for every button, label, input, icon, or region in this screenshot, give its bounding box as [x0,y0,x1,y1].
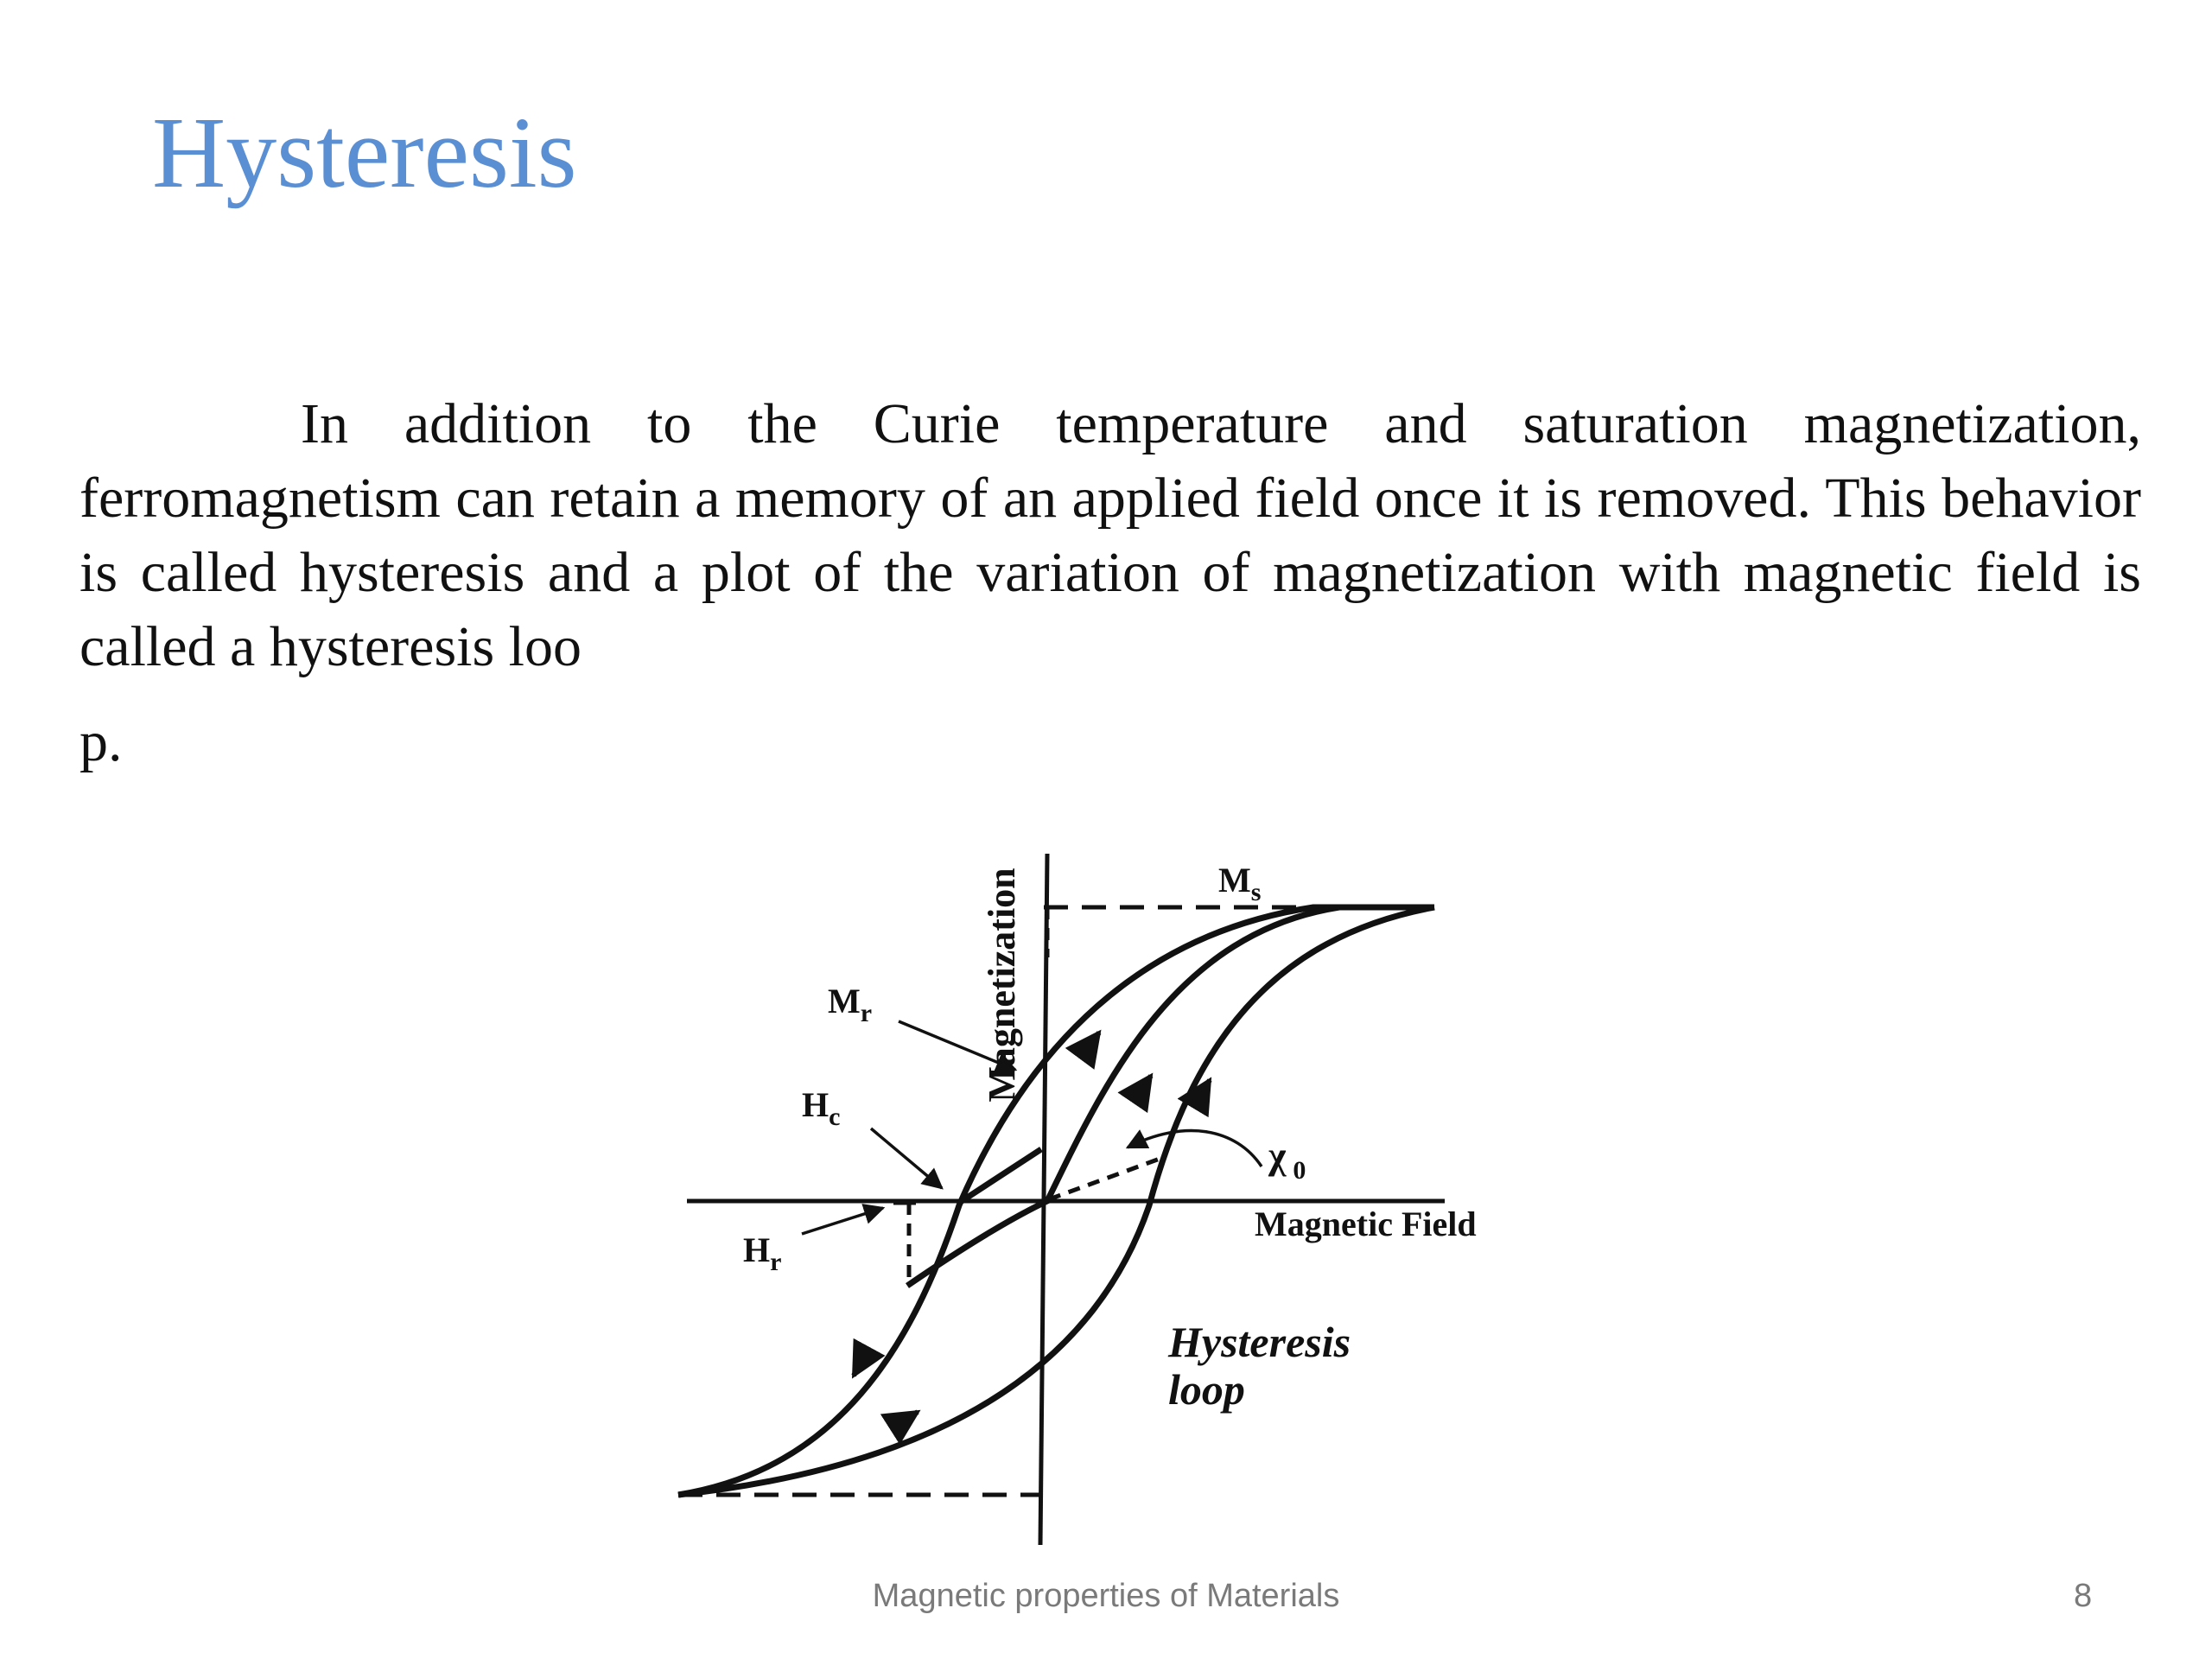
hr-leader [802,1208,883,1234]
curve-arrow-right [1197,1080,1210,1102]
slide-footer: Magnetic properties of Materials [872,1578,1340,1614]
y-axis-label: Magnetization [981,868,1023,1103]
curve-arrow-lower [899,1412,918,1424]
loop-caption-line1: Hysteresis [1168,1318,1351,1366]
x-axis-label: Magnetic Field [1255,1205,1477,1243]
body-paragraph: In addition to the Curie temperature and saturation magnetization, ferromagnetism can retain a memory of an applied field once it is removed. This behavior is called hysteresis and a plot of the variation of magnetization with magnetic field is called a hysteresis loo [79,392,2141,678]
curve-arrow-middle [1136,1076,1151,1097]
chi-label: χ $_0$ [1268,1135,1306,1185]
ms-label: $M_s$ [1218,861,1262,906]
mr-label: $M_r$ [828,982,873,1027]
page-number: 8 [2074,1578,2093,1614]
curve-arrow-upper [1084,1033,1099,1052]
hc-label: $H_c$ [802,1085,841,1131]
body-paragraph-tail: p. [79,710,123,773]
slide-title: Hysteresis [152,96,577,209]
loop-caption-line2: loop [1168,1365,1245,1414]
hr-label: $H_r$ [743,1230,782,1276]
hc-leader [871,1128,942,1188]
curve-arrow-down [854,1357,864,1376]
